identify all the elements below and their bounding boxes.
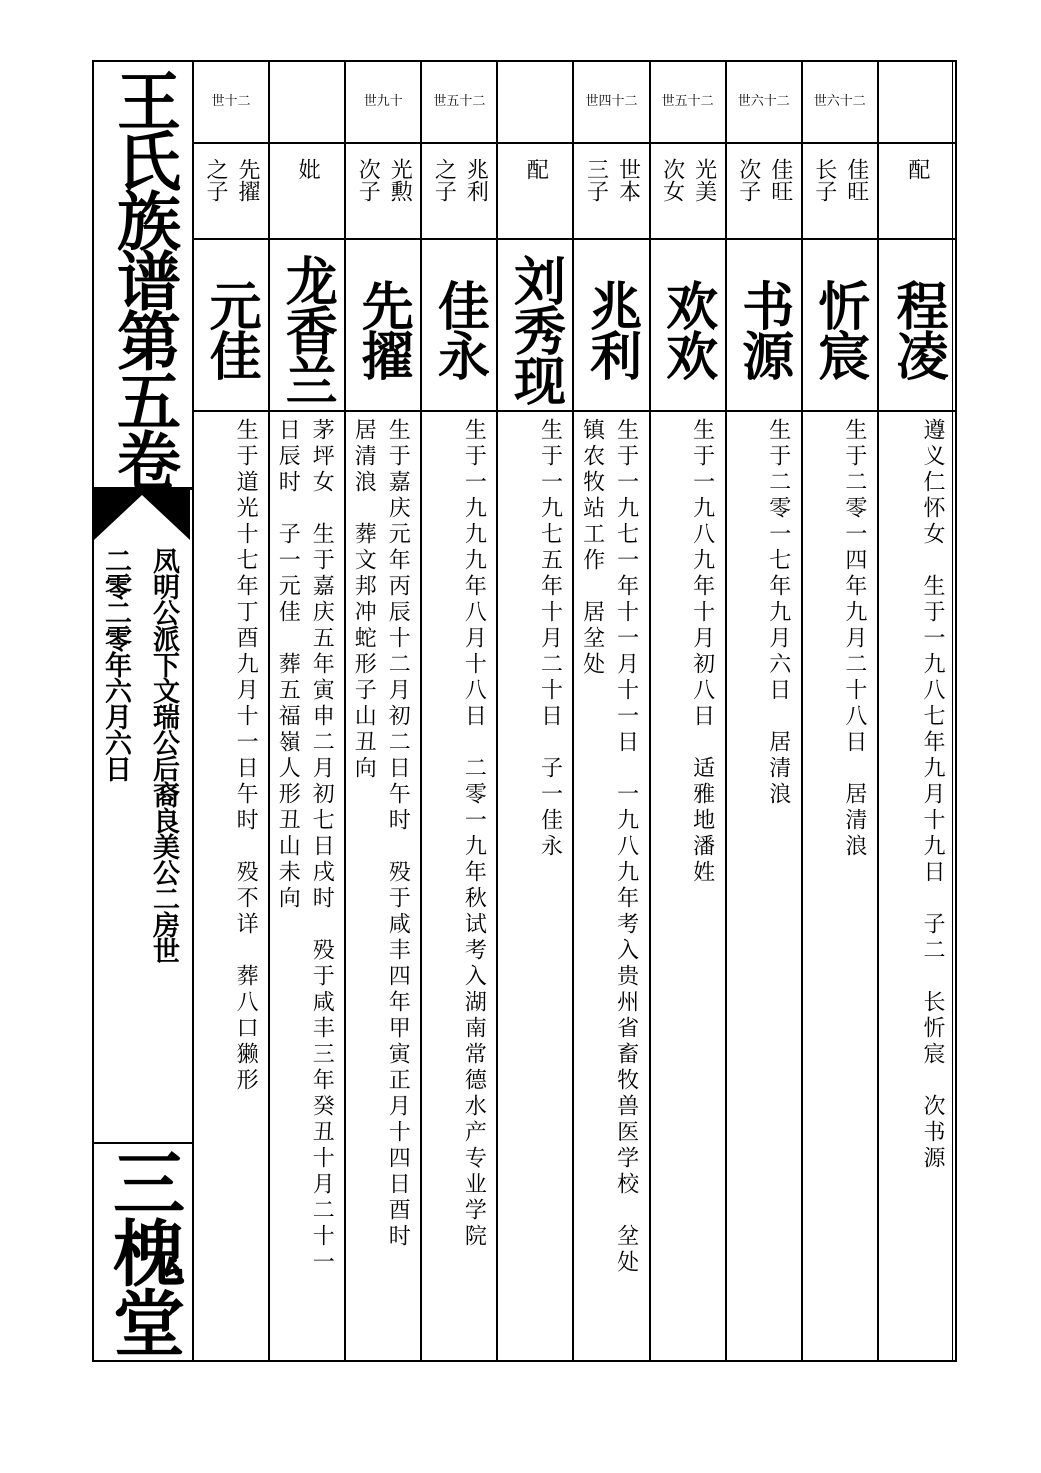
person-name: 欢欢: [656, 279, 718, 379]
biography: 茅坪女 生于嘉庆五年寅申二月初七日戌时 殁于咸丰三年癸丑十月二十一 日辰时 子一元佳 葬五福嶺人形丑山未向: [275, 418, 335, 1276]
person-name: 程凌: [886, 279, 948, 379]
person-name: 龙香兰: [276, 254, 338, 404]
divider: [94, 1142, 192, 1144]
biography: 生于道光十七年丁酉九月十一日午时 殁不详 葬八口獭形: [233, 418, 259, 1094]
person-name: 先擢: [352, 279, 414, 379]
relation-label: 配: [904, 158, 930, 180]
person-name: 兆利: [580, 279, 642, 379]
hall-name: 三槐堂: [101, 1146, 186, 1356]
biography: 生于嘉庆元年丙辰十二月初二日午时 殁于咸丰四年甲寅正月十四日酉时 居清浪 葬文邦冲蛇形子山丑向: [351, 418, 411, 1250]
person-name: 忻宸: [808, 279, 870, 379]
person-name: 刘秀现: [504, 254, 566, 404]
entry-column: [498, 62, 574, 1360]
relation-label: 光勲 次子: [355, 158, 413, 202]
generation-label: 世六十二: [737, 94, 790, 109]
generation-label: 世五十二: [661, 94, 714, 109]
generation-label: 世六十二: [813, 94, 866, 109]
divider: [94, 487, 192, 490]
entry-column: [879, 62, 955, 1360]
generation-label: 世九十: [363, 94, 403, 109]
relation-label: 妣: [295, 158, 321, 180]
biography: 遵义仁怀女 生于一九八七年九月十九日 子二 长忻宸 次书源: [919, 418, 945, 1172]
relation-label: 佳旺 次子: [735, 158, 793, 202]
person-name: 书源: [732, 279, 794, 379]
biography: 生于一九九九年八月十八日 二零一九年秋试考入湖南常德水产专业学院: [461, 418, 487, 1250]
entry-column: [574, 62, 650, 1360]
relation-label: 世本 三子: [583, 158, 641, 202]
title-column: [94, 62, 194, 1360]
entry-column: [803, 62, 879, 1360]
fold-mark: [94, 490, 190, 540]
book-title: 王氏族谱第五卷: [106, 68, 181, 488]
relation-label: 佳旺 长子: [811, 158, 869, 202]
entry-column: [727, 62, 803, 1360]
biography: 生于一九七五年十月二十日 子一佳永: [537, 418, 563, 860]
relation-label: 配: [523, 158, 549, 180]
entry-column: [422, 62, 498, 1360]
genealogy-page: [92, 60, 957, 1362]
entry-column: [651, 62, 727, 1360]
person-name: 佳永: [428, 279, 490, 379]
branch-line: 凤明公派下文瑞公后裔良美公二房世: [148, 547, 179, 963]
relation-label: 先擢 之子: [203, 158, 261, 202]
relation-label: 兆利 之子: [431, 158, 489, 202]
biography: 生于二零一四年九月二十八日 居清浪: [841, 418, 867, 860]
entry-column: [346, 62, 422, 1360]
entry-grid: [194, 62, 955, 1360]
biography: 生于一九七一年十一月十一日 一九八九年考入贵州省畜牧兽医学校 坌处 镇农牧站工作 居坌处: [579, 418, 639, 1276]
person-name: 元佳: [200, 279, 262, 379]
generation-label: 世五十二: [433, 94, 486, 109]
relation-label: 光美 次女: [659, 158, 717, 202]
entry-column: [270, 62, 346, 1360]
biography: 生于二零一七年九月六日 居清浪: [765, 418, 791, 808]
generation-label: 世四十二: [585, 94, 638, 109]
biography: 生于一九八九年十月初八日 适雅地潘姓: [689, 418, 715, 886]
generation-label: 世十二: [211, 94, 251, 109]
date-line: 二零二零年六月六日: [100, 547, 131, 781]
entry-column: [194, 62, 270, 1360]
